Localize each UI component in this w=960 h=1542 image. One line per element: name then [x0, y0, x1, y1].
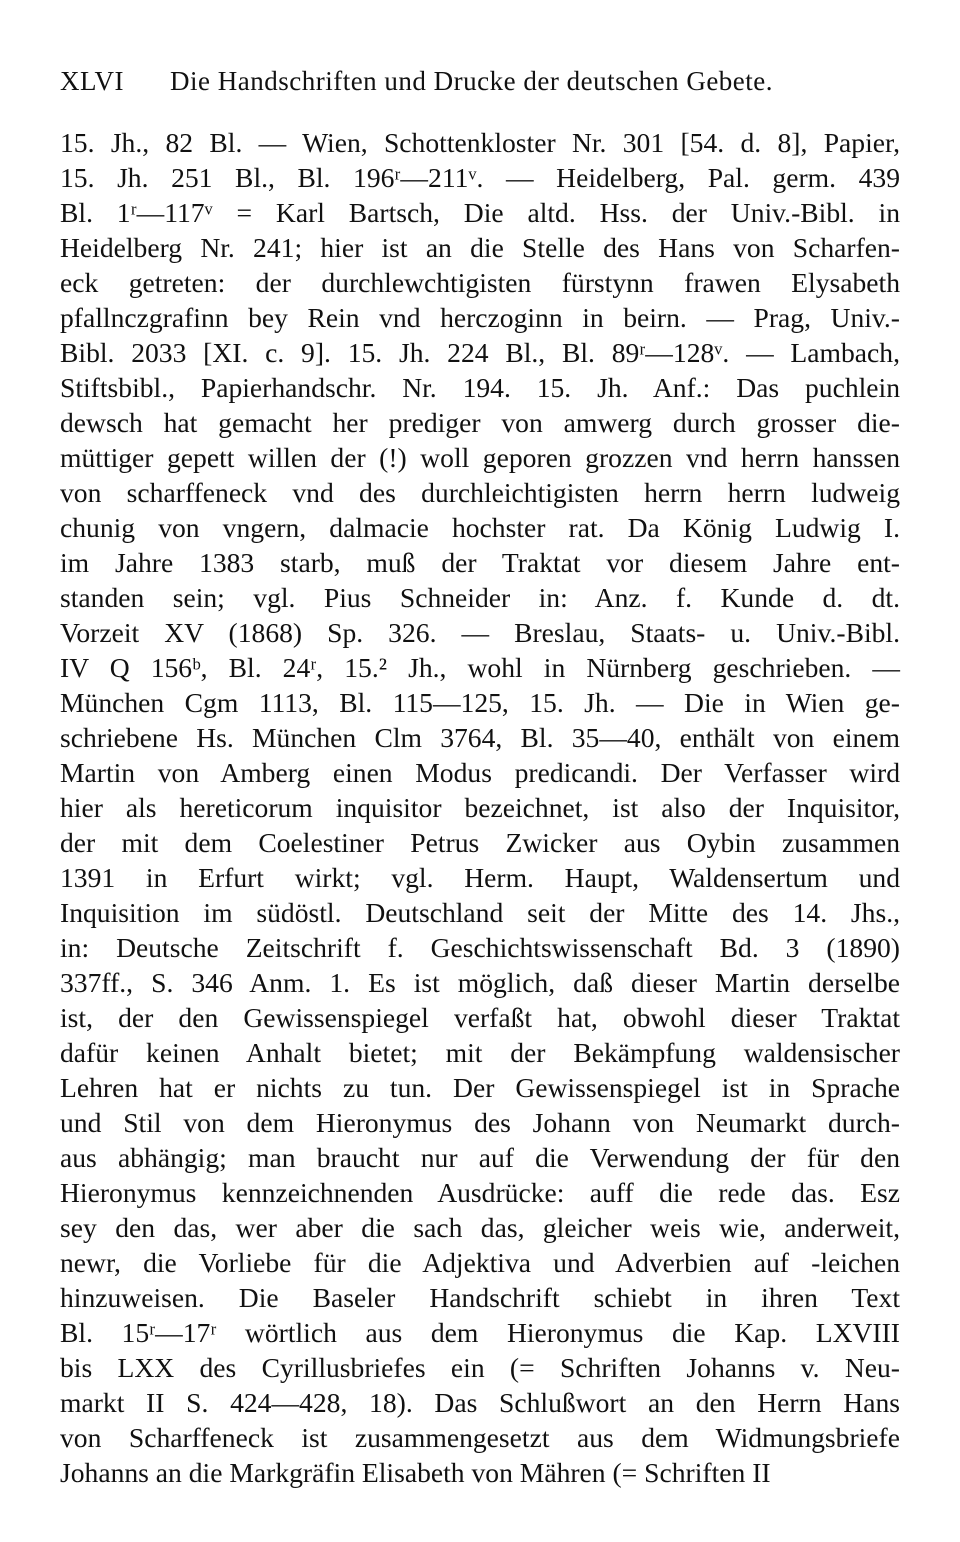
text-line: 1391 in Erfurt wirkt; vgl. Herm. Haupt, Waldensertum und — [60, 862, 900, 893]
text-line: 15. Jh. 251 Bl., Bl. 196ʳ—211ᵛ. — Heidelberg, Pal. germ. 439 — [60, 162, 900, 193]
text-line: Vorzeit XV (1868) Sp. 326. — Breslau, Staats- u. Univ.-Bibl. — [60, 617, 900, 648]
text-line: Lehren hat er nichts zu tun. Der Gewissenspiegel ist in Sprache — [60, 1072, 900, 1103]
text-line: eck getreten: der durchlewchtigisten fürstynn frawen Elysabeth — [60, 267, 900, 298]
text-line: sey den das, wer aber die sach das, gleicher weis wie, anderweit, — [60, 1212, 900, 1243]
text-line: hier als hereticorum inquisitor bezeichnet, ist also der Inquisitor, — [60, 792, 900, 823]
text-line: Bl. 1ʳ—117ᵛ = Karl Bartsch, Die altd. Hss. der Univ.-Bibl. in — [60, 197, 900, 228]
text-line: von Scharffeneck ist zusammengesetzt aus dem Widmungsbriefe — [60, 1422, 900, 1453]
text-line: dafür keinen Anhalt bietet; mit der Bekämpfung waldensischer — [60, 1037, 900, 1068]
running-header — [60, 66, 773, 97]
text-line: bis LXX des Cyrillusbriefes ein (= Schriften Johanns v. Neu- — [60, 1352, 900, 1383]
text-line: ist, der den Gewissenspiegel verfaßt hat, obwohl dieser Traktat — [60, 1002, 900, 1033]
text-line: müttiger gepett willen der (!) woll geporen grozzen vnd herrn hanssen — [60, 442, 900, 473]
text-line: München Cgm 1113, Bl. 115—125, 15. Jh. — Die in Wien ge- — [60, 687, 900, 718]
text-line: newr, die Vorliebe für die Adjektiva und Adverbien auf -leichen — [60, 1247, 900, 1278]
page-number: XLVI — [60, 66, 125, 96]
text-line: Stiftsbibl., Papierhandschr. Nr. 194. 15. Jh. Anf.: Das puchlein — [60, 372, 900, 403]
text-line: von scharffeneck vnd des durchleichtigisten herrn herrn ludweig — [60, 477, 900, 508]
text-line: Martin von Amberg einen Modus predicandi. Der Verfasser wird — [60, 757, 900, 788]
text-line: IV Q 156ᵇ, Bl. 24ʳ, 15.² Jh., wohl in Nürnberg geschrieben. — — [60, 652, 900, 683]
text-line: der mit dem Coelestiner Petrus Zwicker aus Oybin zusammen — [60, 827, 900, 858]
text-line: aus abhängig; man braucht nur auf die Verwendung der für den — [60, 1142, 900, 1173]
text-line: dewsch hat gemacht her prediger von amwerg durch grosser die- — [60, 407, 900, 438]
text-line: Bl. 15ʳ—17ʳ wörtlich aus dem Hieronymus die Kap. LXVIII — [60, 1317, 900, 1348]
text-line: pfallnczgrafinn bey Rein vnd herczoginn in beirn. — Prag, Univ.- — [60, 302, 900, 333]
text-line: 337ff., S. 346 Anm. 1. Es ist möglich, daß dieser Martin derselbe — [60, 967, 900, 998]
text-line: schriebene Hs. München Clm 3764, Bl. 35—40, enthält von einem — [60, 722, 900, 753]
text-line: Hieronymus kennzeichnenden Ausdrücke: auff die rede das. Esz — [60, 1177, 900, 1208]
text-line: hinzuweisen. Die Baseler Handschrift schiebt in ihren Text — [60, 1282, 900, 1313]
text-line: standen sein; vgl. Pius Schneider in: Anz. f. Kunde d. dt. — [60, 582, 900, 613]
text-line: in: Deutsche Zeitschrift f. Geschichtswissenschaft Bd. 3 (1890) — [60, 932, 900, 963]
text-line: markt II S. 424—428, 18). Das Schlußwort an den Herrn Hans — [60, 1387, 900, 1418]
text-line: Heidelberg Nr. 241; hier ist an die Stelle des Hans von Scharfen- — [60, 232, 900, 263]
text-line: 15. Jh., 82 Bl. — Wien, Schottenkloster Nr. 301 [54. d. 8], Papier, — [60, 127, 900, 158]
text-line: Johanns an die Markgräfin Elisabeth von Mähren (= Schriften II — [60, 1457, 771, 1488]
text-line: und Stil von dem Hieronymus des Johann von Neumarkt durch- — [60, 1107, 900, 1138]
running-title: Die Handschriften und Drucke der deutschen Gebete. — [170, 66, 774, 96]
body-text — [60, 125, 900, 1490]
text-line: im Jahre 1383 starb, muß der Traktat vor diesem Jahre ent- — [60, 547, 900, 578]
text-line: Bibl. 2033 [XI. c. 9]. 15. Jh. 224 Bl., Bl. 89ʳ—128ᵛ. — Lambach, — [60, 337, 900, 368]
text-line: Inquisition im südöstl. Deutschland seit der Mitte des 14. Jhs., — [60, 897, 900, 928]
text-line: chunig von vngern, dalmacie hochster rat. Da König Ludwig I. — [60, 512, 900, 543]
